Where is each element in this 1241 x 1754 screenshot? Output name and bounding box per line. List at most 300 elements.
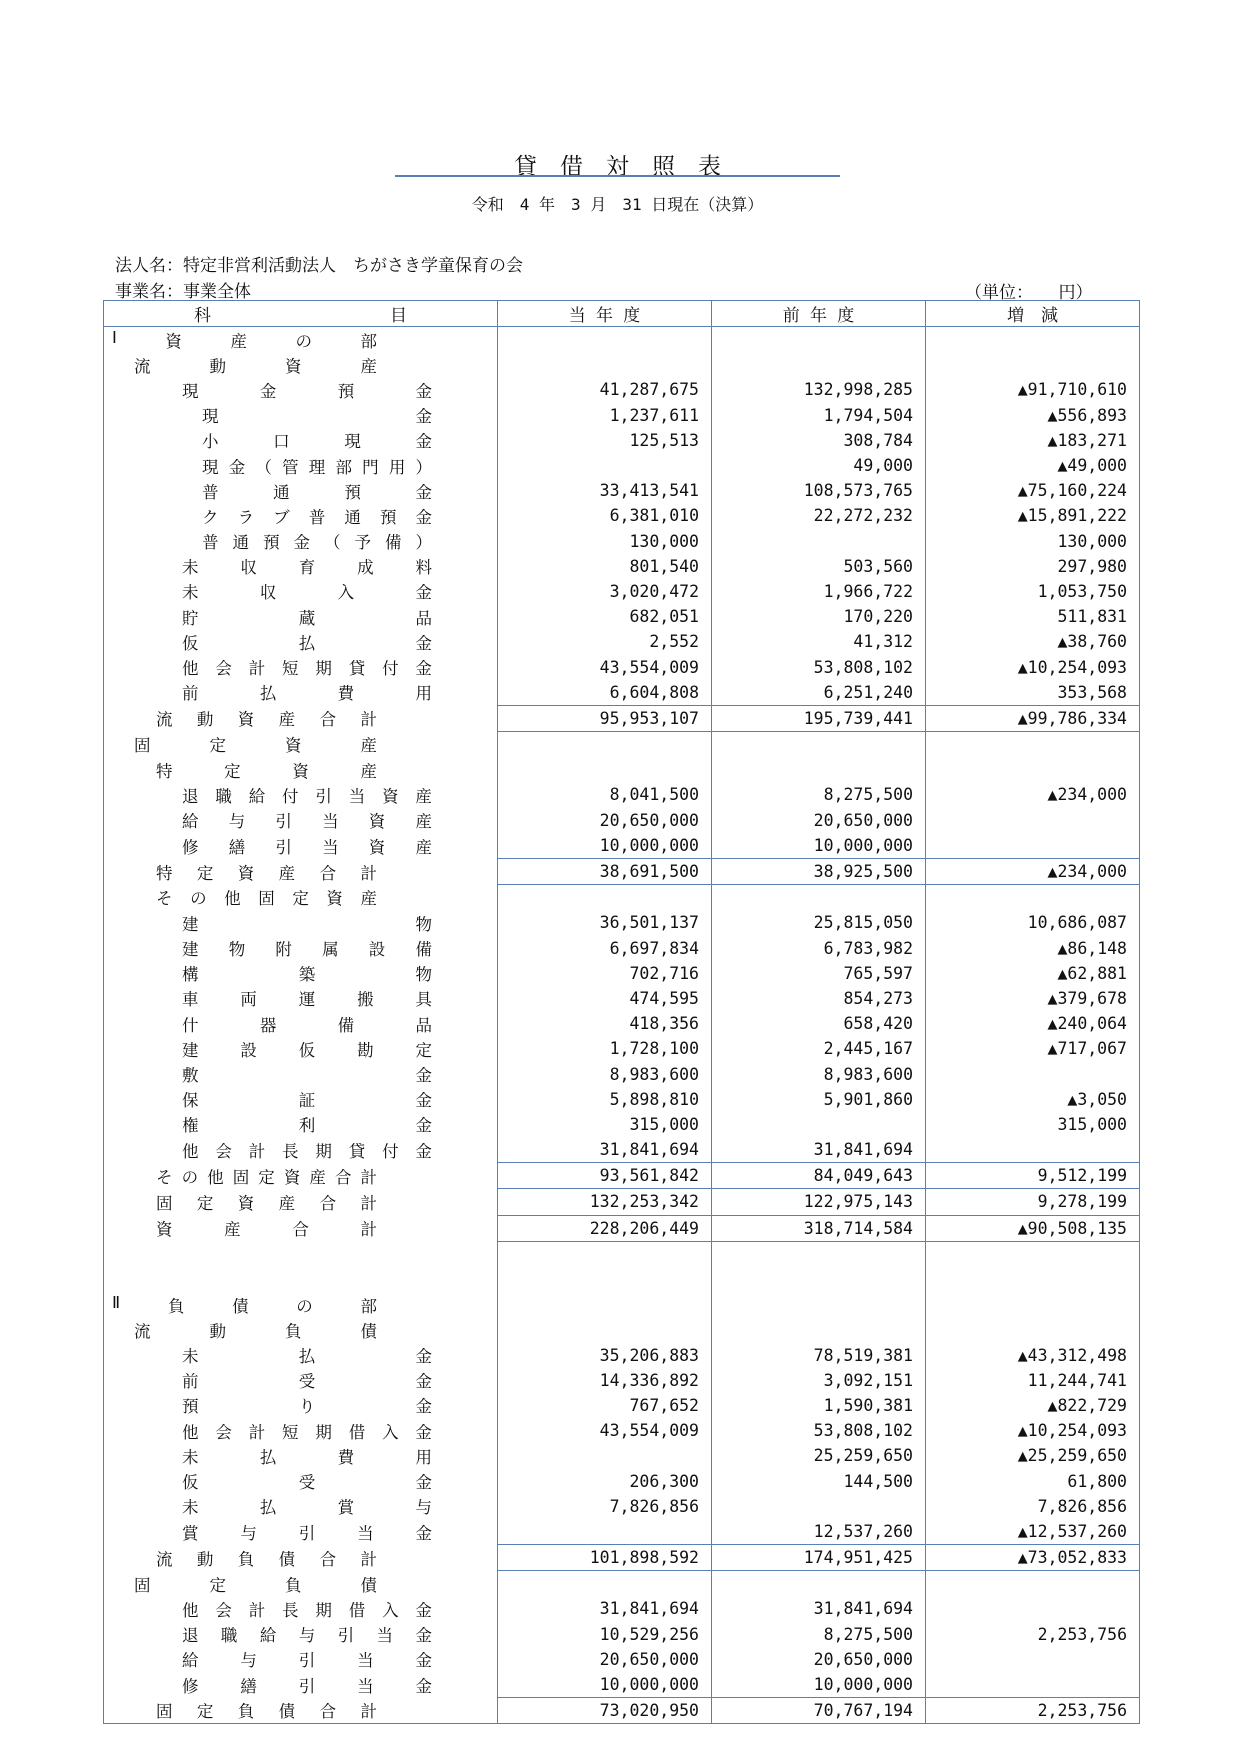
account-label: 敷 金 xyxy=(182,1066,432,1086)
change-value xyxy=(926,732,1140,758)
change-value: ▲43,312,498 xyxy=(926,1343,1140,1368)
change-value: ▲234,000 xyxy=(926,782,1140,807)
table-row xyxy=(104,1418,1140,1443)
current-year-value xyxy=(498,1519,712,1545)
previous-year-value: 10,000,000 xyxy=(712,833,926,859)
account-cell xyxy=(104,1087,498,1112)
table-row xyxy=(104,910,1140,935)
balance-sheet-table xyxy=(103,300,1140,1724)
account-label: 流 動 負 債 合 計 xyxy=(156,1549,377,1569)
table-row xyxy=(104,1519,1140,1545)
corporation-name: 法人名：特定非営利活動法人 ちがさき学童保育の会 xyxy=(115,256,523,276)
account-label: 仮 払 金 xyxy=(182,633,432,653)
change-value xyxy=(926,1596,1140,1621)
current-year-value: 101,898,592 xyxy=(498,1545,712,1571)
account-cell xyxy=(104,910,498,935)
account-cell xyxy=(104,936,498,961)
change-value: ▲234,000 xyxy=(926,858,1140,884)
previous-year-value xyxy=(712,1267,926,1292)
current-year-value: 6,604,808 xyxy=(498,680,712,706)
change-value: ▲86,148 xyxy=(926,936,1140,961)
change-value: 297,980 xyxy=(926,554,1140,579)
account-label: 前 払 費 用 xyxy=(182,684,432,704)
account-label: 固 定 資 産 合 計 xyxy=(156,1193,377,1213)
account-cell xyxy=(104,1647,498,1672)
previous-year-value xyxy=(712,885,926,911)
account-cell xyxy=(104,403,498,428)
change-value: ▲75,160,224 xyxy=(926,478,1140,503)
table-row xyxy=(104,1698,1140,1724)
current-year-value: 682,051 xyxy=(498,604,712,629)
table-row xyxy=(104,885,1140,911)
previous-year-value: 53,808,102 xyxy=(712,654,926,679)
previous-year-value: 5,901,860 xyxy=(712,1087,926,1112)
change-value xyxy=(926,327,1140,353)
current-year-value: 6,697,834 xyxy=(498,936,712,961)
account-label: 未 収 入 金 xyxy=(182,583,432,603)
account-cell xyxy=(104,1596,498,1621)
table-row xyxy=(104,1087,1140,1112)
previous-year-value: 1,794,504 xyxy=(712,403,926,428)
previous-year-value xyxy=(712,529,926,554)
table-row xyxy=(104,403,1140,428)
account-label: 権 利 金 xyxy=(182,1116,432,1136)
account-cell xyxy=(104,680,498,706)
table-row xyxy=(104,1163,1140,1189)
table-row xyxy=(104,1622,1140,1647)
current-year-value: 7,826,856 xyxy=(498,1494,712,1519)
account-cell xyxy=(104,1061,498,1086)
table-row xyxy=(104,352,1140,377)
account-cell xyxy=(104,1241,498,1267)
change-value xyxy=(926,808,1140,833)
table-row xyxy=(104,1267,1140,1292)
table-row xyxy=(104,808,1140,833)
current-year-value: 130,000 xyxy=(498,529,712,554)
table-row xyxy=(104,327,1140,353)
account-cell xyxy=(104,1698,498,1724)
current-year-value: 8,983,600 xyxy=(498,1061,712,1086)
account-label: 他 会 計 長 期 貸 付 金 xyxy=(182,1141,432,1161)
previous-year-value: 38,925,500 xyxy=(712,858,926,884)
account-label: 修 繕 引 当 資 産 xyxy=(182,837,432,857)
change-value: 353,568 xyxy=(926,680,1140,706)
change-value: ▲3,050 xyxy=(926,1087,1140,1112)
table-row xyxy=(104,1571,1140,1597)
account-cell xyxy=(104,757,498,782)
current-year-value: 8,041,500 xyxy=(498,782,712,807)
current-year-value: 41,287,675 xyxy=(498,377,712,402)
account-label: 特 定 資 産 xyxy=(156,761,377,781)
account-cell xyxy=(104,1545,498,1571)
change-value xyxy=(926,1267,1140,1292)
change-value: ▲10,254,093 xyxy=(926,1418,1140,1443)
current-year-value: 6,381,010 xyxy=(498,503,712,528)
account-label: 構 築 物 xyxy=(182,965,432,985)
account-label: 什 器 備 品 xyxy=(182,1015,432,1035)
previous-year-value xyxy=(712,352,926,377)
account-cell xyxy=(104,1494,498,1519)
account-cell xyxy=(104,529,498,554)
current-year-value xyxy=(498,1317,712,1342)
table-header-row xyxy=(104,301,1140,327)
previous-year-value: 41,312 xyxy=(712,629,926,654)
current-year-value: 10,000,000 xyxy=(498,1672,712,1698)
change-value xyxy=(926,1647,1140,1672)
current-year-value: 3,020,472 xyxy=(498,579,712,604)
change-value: ▲556,893 xyxy=(926,403,1140,428)
current-year-value xyxy=(498,1241,712,1267)
account-cell xyxy=(104,327,498,353)
previous-year-value: 195,739,441 xyxy=(712,705,926,731)
account-cell xyxy=(104,1317,498,1342)
account-label: 仮 受 金 xyxy=(182,1473,432,1493)
account-label: 普 通 預 金 xyxy=(202,482,432,502)
account-label: 車 両 運 搬 具 xyxy=(182,990,432,1010)
previous-year-value: 6,251,240 xyxy=(712,680,926,706)
change-value: 9,512,199 xyxy=(926,1163,1140,1189)
current-year-value: 31,841,694 xyxy=(498,1137,712,1163)
account-label: 他 会 計 短 期 借 入 金 xyxy=(182,1422,432,1442)
previous-year-value: 854,273 xyxy=(712,986,926,1011)
table-row xyxy=(104,1672,1140,1698)
previous-year-value: 1,966,722 xyxy=(712,579,926,604)
previous-year-value: 122,975,143 xyxy=(712,1189,926,1215)
table-row xyxy=(104,1036,1140,1061)
account-cell xyxy=(104,377,498,402)
table-row xyxy=(104,1215,1140,1241)
change-value xyxy=(926,1672,1140,1698)
account-label: 小 口 現 金 xyxy=(202,432,432,452)
account-cell xyxy=(104,654,498,679)
table-row xyxy=(104,961,1140,986)
current-year-value: 125,513 xyxy=(498,428,712,453)
previous-year-value: 503,560 xyxy=(712,554,926,579)
change-value: 11,244,741 xyxy=(926,1368,1140,1393)
table-row xyxy=(104,503,1140,528)
account-label: 賞 与 引 当 金 xyxy=(182,1523,432,1543)
account-label: 他 会 計 長 期 借 入 金 xyxy=(182,1600,432,1620)
table-row xyxy=(104,1494,1140,1519)
table-row xyxy=(104,428,1140,453)
previous-year-value: 3,092,151 xyxy=(712,1368,926,1393)
current-year-value: 73,020,950 xyxy=(498,1698,712,1724)
change-value: ▲822,729 xyxy=(926,1393,1140,1418)
current-year-value: 20,650,000 xyxy=(498,1647,712,1672)
change-value: ▲73,052,833 xyxy=(926,1545,1140,1571)
account-cell xyxy=(104,1112,498,1137)
account-label: 給 与 引 当 資 産 xyxy=(182,812,432,832)
change-value xyxy=(926,1317,1140,1342)
account-cell xyxy=(104,1215,498,1241)
account-label: 現 金 xyxy=(202,407,432,427)
current-year-value: 801,540 xyxy=(498,554,712,579)
current-year-value: 35,206,883 xyxy=(498,1343,712,1368)
change-value: ▲25,259,650 xyxy=(926,1443,1140,1468)
account-cell xyxy=(104,986,498,1011)
table-row xyxy=(104,732,1140,758)
account-label: 貯 蔵 品 xyxy=(182,608,432,628)
business-name: 事業名：事業全体 xyxy=(115,282,251,302)
table-row xyxy=(104,1137,1140,1163)
table-row xyxy=(104,1241,1140,1267)
current-year-value: 132,253,342 xyxy=(498,1189,712,1215)
current-year-value: 10,529,256 xyxy=(498,1622,712,1647)
account-label: 未 払 金 xyxy=(182,1347,432,1367)
account-cell xyxy=(104,1368,498,1393)
table-row xyxy=(104,1393,1140,1418)
current-year-value: 38,691,500 xyxy=(498,858,712,884)
account-label: 建 設 仮 勘 定 xyxy=(182,1040,432,1060)
previous-year-value xyxy=(712,757,926,782)
account-cell xyxy=(104,1011,498,1036)
account-cell xyxy=(104,1571,498,1597)
previous-year-value: 1,590,381 xyxy=(712,1393,926,1418)
table-row xyxy=(104,986,1140,1011)
previous-year-value: 174,951,425 xyxy=(712,1545,926,1571)
change-value: 130,000 xyxy=(926,529,1140,554)
change-value xyxy=(926,757,1140,782)
current-year-value: 95,953,107 xyxy=(498,705,712,731)
account-label: 退 職 給 付 引 当 資 産 xyxy=(182,786,432,806)
previous-year-value: 318,714,584 xyxy=(712,1215,926,1241)
change-value: 7,826,856 xyxy=(926,1494,1140,1519)
account-label: 未 払 賞 与 xyxy=(182,1498,432,1518)
current-year-value: 206,300 xyxy=(498,1468,712,1493)
account-label: 修 繕 引 当 金 xyxy=(182,1676,432,1696)
account-label: 普 通 預 金 （ 予 備 ） xyxy=(202,533,432,553)
change-value: ▲38,760 xyxy=(926,629,1140,654)
account-label: 預 り 金 xyxy=(182,1397,432,1417)
account-cell xyxy=(104,478,498,503)
current-year-value xyxy=(498,1267,712,1292)
account-cell xyxy=(104,1163,498,1189)
previous-year-value: 49,000 xyxy=(712,453,926,478)
change-value xyxy=(926,352,1140,377)
account-cell xyxy=(104,352,498,377)
account-cell xyxy=(104,503,498,528)
account-label: 現 金 預 金 xyxy=(182,381,432,401)
current-year-value: 315,000 xyxy=(498,1112,712,1137)
account-cell xyxy=(104,705,498,731)
change-value xyxy=(926,1241,1140,1267)
current-year-value: 1,728,100 xyxy=(498,1036,712,1061)
change-value: 2,253,756 xyxy=(926,1622,1140,1647)
change-value xyxy=(926,1061,1140,1086)
account-label: 資 産 合 計 xyxy=(156,1220,377,1240)
current-year-value xyxy=(498,885,712,911)
change-value: ▲91,710,610 xyxy=(926,377,1140,402)
account-cell xyxy=(104,782,498,807)
previous-year-value: 70,767,194 xyxy=(712,1698,926,1724)
previous-year-value: 144,500 xyxy=(712,1468,926,1493)
table-row xyxy=(104,936,1140,961)
account-cell xyxy=(104,579,498,604)
previous-year-value xyxy=(712,1112,926,1137)
account-label: 給 与 引 当 金 xyxy=(182,1651,432,1671)
current-year-value: 14,336,892 xyxy=(498,1368,712,1393)
table-row xyxy=(104,1468,1140,1493)
account-label: 固 定 負 債 xyxy=(134,1575,377,1595)
account-cell xyxy=(104,1468,498,1493)
table-row xyxy=(104,858,1140,884)
change-value: ▲183,271 xyxy=(926,428,1140,453)
table-row xyxy=(104,680,1140,706)
report-date: 令和 4 年 3 月 31 日現在（決算） xyxy=(471,195,764,214)
header-account-label: 科 目 xyxy=(194,306,407,326)
current-year-value: 767,652 xyxy=(498,1393,712,1418)
change-value: 10,686,087 xyxy=(926,910,1140,935)
previous-year-value: 20,650,000 xyxy=(712,808,926,833)
previous-year-value: 10,000,000 xyxy=(712,1672,926,1698)
previous-year-value: 84,049,643 xyxy=(712,1163,926,1189)
change-value xyxy=(926,1571,1140,1597)
change-value: 61,800 xyxy=(926,1468,1140,1493)
account-label: 前 受 金 xyxy=(182,1372,432,1392)
account-label: 建 物 附 属 設 備 xyxy=(182,940,432,960)
header-change: 増 減 xyxy=(926,301,1140,327)
account-label: 特 定 資 産 合 計 xyxy=(156,863,377,883)
account-cell xyxy=(104,554,498,579)
account-label: Ⅱ 負 債 の 部 xyxy=(112,1292,377,1316)
current-year-value: 20,650,000 xyxy=(498,808,712,833)
account-cell xyxy=(104,833,498,859)
change-value: ▲90,508,135 xyxy=(926,1215,1140,1241)
current-year-value xyxy=(498,1571,712,1597)
account-cell xyxy=(104,1267,498,1292)
unit-label: （単位： 円） xyxy=(965,283,1093,303)
previous-year-value: 20,650,000 xyxy=(712,1647,926,1672)
change-value: ▲379,678 xyxy=(926,986,1140,1011)
account-label: そ の 他 固 定 資 産 合 計 xyxy=(156,1167,377,1187)
account-label: Ⅰ 資 産 の 部 xyxy=(112,327,377,351)
table-row xyxy=(104,1317,1140,1342)
account-label: 流 動 資 産 合 計 xyxy=(156,710,377,730)
previous-year-value: 132,998,285 xyxy=(712,377,926,402)
current-year-value: 33,413,541 xyxy=(498,478,712,503)
current-year-value: 93,561,842 xyxy=(498,1163,712,1189)
previous-year-value: 8,983,600 xyxy=(712,1061,926,1086)
change-value: ▲717,067 xyxy=(926,1036,1140,1061)
previous-year-value: 31,841,694 xyxy=(712,1596,926,1621)
change-value: ▲240,064 xyxy=(926,1011,1140,1036)
previous-year-value: 31,841,694 xyxy=(712,1137,926,1163)
header-previous-year: 前 年 度 xyxy=(712,301,926,327)
change-value xyxy=(926,885,1140,911)
account-cell xyxy=(104,1343,498,1368)
previous-year-value: 8,275,500 xyxy=(712,782,926,807)
header-account xyxy=(104,301,498,327)
account-cell xyxy=(104,732,498,758)
current-year-value xyxy=(498,732,712,758)
account-label: そ の 他 固 定 資 産 xyxy=(156,889,377,909)
table-row xyxy=(104,782,1140,807)
account-label: 未 収 育 成 料 xyxy=(182,558,432,578)
table-row xyxy=(104,1112,1140,1137)
previous-year-value xyxy=(712,1571,926,1597)
account-cell xyxy=(104,1519,498,1545)
previous-year-value xyxy=(712,1494,926,1519)
account-label: 退 職 給 与 引 当 金 xyxy=(182,1626,432,1646)
current-year-value: 36,501,137 xyxy=(498,910,712,935)
previous-year-value: 53,808,102 xyxy=(712,1418,926,1443)
table-row xyxy=(104,529,1140,554)
change-value: 511,831 xyxy=(926,604,1140,629)
previous-year-value: 2,445,167 xyxy=(712,1036,926,1061)
table-row xyxy=(104,1189,1140,1215)
table-row xyxy=(104,1596,1140,1621)
current-year-value: 2,552 xyxy=(498,629,712,654)
account-label: 流 動 資 産 xyxy=(134,356,377,376)
change-value: 315,000 xyxy=(926,1112,1140,1137)
account-cell xyxy=(104,428,498,453)
previous-year-value: 765,597 xyxy=(712,961,926,986)
account-cell xyxy=(104,961,498,986)
account-label: 現 金 （ 管 理 部 門 用 ） xyxy=(202,457,432,477)
account-cell xyxy=(104,885,498,911)
account-cell xyxy=(104,629,498,654)
current-year-value: 228,206,449 xyxy=(498,1215,712,1241)
previous-year-value xyxy=(712,1241,926,1267)
current-year-value: 474,595 xyxy=(498,986,712,1011)
current-year-value xyxy=(498,453,712,478)
account-cell xyxy=(104,1393,498,1418)
account-label: 保 証 金 xyxy=(182,1091,432,1111)
current-year-value: 43,554,009 xyxy=(498,654,712,679)
previous-year-value: 25,815,050 xyxy=(712,910,926,935)
previous-year-value: 170,220 xyxy=(712,604,926,629)
previous-year-value: 22,272,232 xyxy=(712,503,926,528)
current-year-value xyxy=(498,757,712,782)
account-cell xyxy=(104,604,498,629)
previous-year-value xyxy=(712,1317,926,1342)
previous-year-value xyxy=(712,1292,926,1317)
table-row xyxy=(104,1061,1140,1086)
current-year-value: 10,000,000 xyxy=(498,833,712,859)
previous-year-value: 78,519,381 xyxy=(712,1343,926,1368)
table-row xyxy=(104,1292,1140,1317)
table-row xyxy=(104,1011,1140,1036)
change-value: 9,278,199 xyxy=(926,1189,1140,1215)
account-cell xyxy=(104,1189,498,1215)
change-value: ▲62,881 xyxy=(926,961,1140,986)
change-value: 2,253,756 xyxy=(926,1698,1140,1724)
table-row xyxy=(104,833,1140,859)
current-year-value: 5,898,810 xyxy=(498,1087,712,1112)
previous-year-value: 6,783,982 xyxy=(712,936,926,961)
table-row xyxy=(104,629,1140,654)
change-value: ▲99,786,334 xyxy=(926,705,1140,731)
account-cell xyxy=(104,1443,498,1468)
previous-year-value: 658,420 xyxy=(712,1011,926,1036)
table-row xyxy=(104,1368,1140,1393)
account-cell xyxy=(104,1418,498,1443)
previous-year-value: 12,537,260 xyxy=(712,1519,926,1545)
account-cell xyxy=(104,1672,498,1698)
change-value xyxy=(926,1292,1140,1317)
account-cell xyxy=(104,858,498,884)
account-label: 他 会 計 短 期 貸 付 金 xyxy=(182,659,432,679)
previous-year-value: 108,573,765 xyxy=(712,478,926,503)
account-cell xyxy=(104,1622,498,1647)
table-row xyxy=(104,1545,1140,1571)
account-cell xyxy=(104,1137,498,1163)
table-row xyxy=(104,705,1140,731)
account-label: 固 定 資 産 xyxy=(134,736,377,756)
account-cell xyxy=(104,808,498,833)
current-year-value xyxy=(498,327,712,353)
current-year-value: 43,554,009 xyxy=(498,1418,712,1443)
